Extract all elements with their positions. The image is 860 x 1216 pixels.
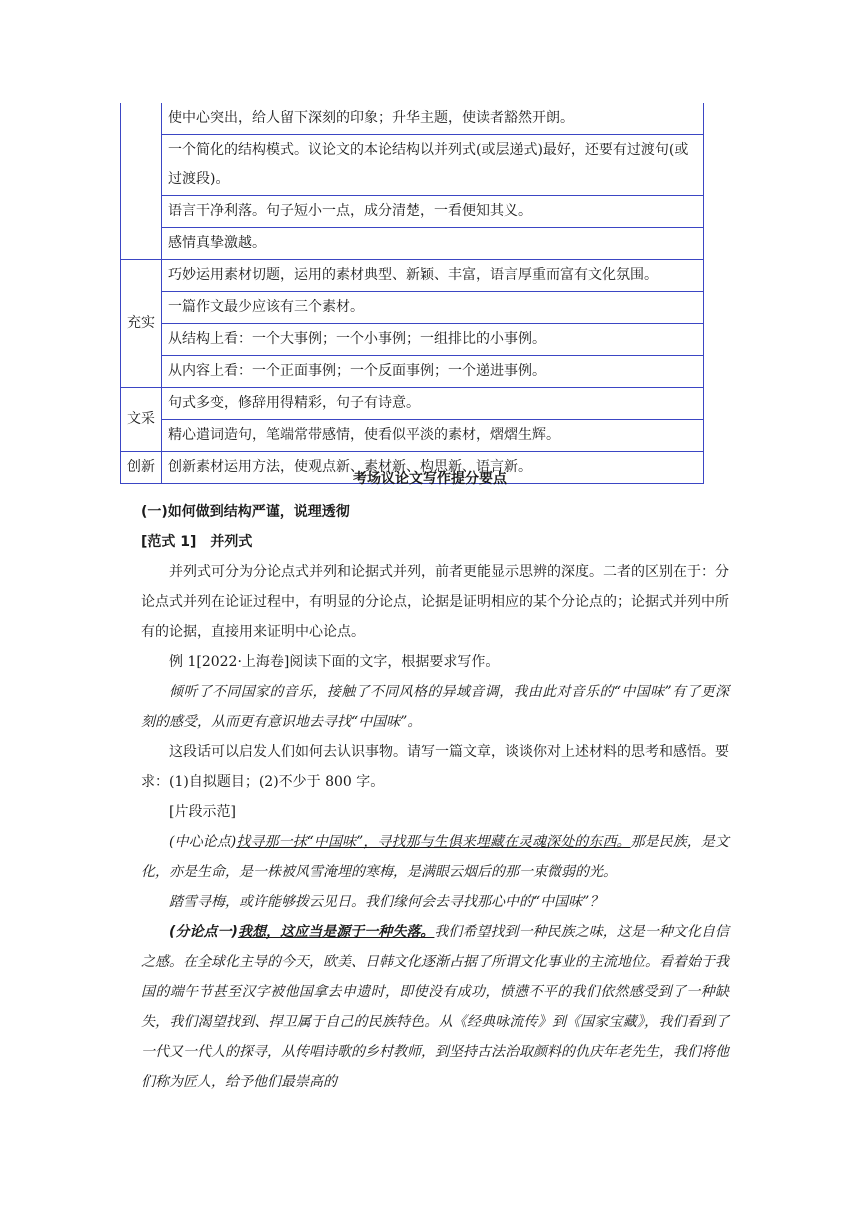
scoring-criteria-table	[120, 103, 704, 484]
criteria-cell: 感情真挚激越。	[162, 228, 704, 260]
body-text	[141, 497, 729, 1097]
central-label: (中心论点)	[169, 834, 237, 850]
sub1-rest: 我们希望找到一种民族之味，这是一种文化自信之感。在全球化主导的今天，欧美、日韩文化逐渐占据了所谓文化事业的主流地位。看着始于我国的端午节甚至汉字被他国拿去申遗时，即使没有成功，愤懑不平的我们依然感受到了一种缺失，我们渴望找到、捍卫属于自己的民族特色。从《经典咏流传》到《国家宝藏》，我们看到了一代又一代人的探寻，从传唱诗歌的乡村教师，到坚持古法治取颜料的仇庆年老先生，我们将他们称为匠人，给予他们最崇高的	[141, 924, 730, 1090]
category-cell	[121, 103, 162, 260]
central-rest: 那是民族，是文化，亦是生命，是一株被风雪淹埋的寒梅，是满眼云烟后的那一束微弱的光。	[141, 834, 729, 880]
criteria-cell: 句式多变，修辞用得精彩，句子有诗意。	[162, 388, 704, 420]
criteria-cell: 精心遣词造句，笔端常带感情，使看似平淡的素材，熠熠生辉。	[162, 420, 704, 452]
table-row	[121, 388, 704, 420]
category-cell: 充实	[121, 260, 162, 388]
table-row	[121, 103, 704, 135]
table-row	[121, 356, 704, 388]
paragraph-intro: 并列式可分为分论点式并列和论据式并列，前者更能显示思辨的深度。二者的区别在于：分论点式并列在论证过程中，有明显的分论点，论据是证明相应的某个分论点的；论据式并列中所有的论据，直接用来证明中心论点。	[141, 564, 729, 640]
table-row	[121, 228, 704, 260]
central-argument-paragraph	[141, 827, 729, 887]
sub1-label: (分论点一)	[169, 924, 238, 940]
table-row	[121, 260, 704, 292]
sub-argument-1-paragraph	[141, 917, 729, 1097]
criteria-cell: 一篇作文最少应该有三个素材。	[162, 292, 704, 324]
table-row	[121, 420, 704, 452]
sample-label: [片段示范]	[169, 804, 236, 820]
heading-pattern: [范式 1] 并列式	[141, 534, 253, 550]
task-paragraph: 这段话可以启发人们如何去认识事物。请写一篇文章，谈谈你对上述材料的思考和感悟。要求：(1)自拟题目；(2)不少于 800 字。	[141, 744, 729, 790]
table-row	[121, 324, 704, 356]
criteria-cell: 从内容上看：一个正面事例；一个反面事例；一个递进事例。	[162, 356, 704, 388]
sub1-claim: 我想，这应当是源于一种失落。	[237, 924, 435, 940]
section-title: 考场议论文写作提分要点	[353, 471, 507, 487]
criteria-cell: 从结构上看：一个大事例；一个小事例；一组排比的小事例。	[162, 324, 704, 356]
central-claim: 找寻那一抹“中国味”，寻找那与生俱来埋藏在灵魂深处的东西。	[236, 834, 631, 850]
criteria-cell: 使中心突出，给人留下深刻的印象；升华主题，使读者豁然开朗。	[162, 103, 704, 135]
table-row	[121, 292, 704, 324]
category-cell: 文采	[121, 388, 162, 452]
table-row	[121, 196, 704, 228]
example-line: 例 1[2022·上海卷]阅读下面的文字，根据要求写作。	[169, 654, 500, 670]
criteria-cell: 一个简化的结构模式。议论文的本论结构以并列式(或层递式)最好，还要有过渡句(或过渡段)。	[162, 135, 704, 196]
quote-paragraph: 倾听了不同国家的音乐，接触了不同风格的异域音调，我由此对音乐的“中国味”有了更深刻的感受，从而更有意识地去寻找“中国味”。	[141, 684, 729, 730]
category-cell: 创新	[121, 452, 162, 484]
heading-structure: (一)如何做到结构严谨，说理透彻	[141, 504, 350, 520]
criteria-cell: 创新素材运用方法，使观点新、素材新、构思新、语言新。	[162, 452, 704, 484]
table-row	[121, 135, 704, 196]
snow-paragraph: 踏雪寻梅，或许能够拨云见日。我们缘何会去寻找那心中的“中国味”？	[169, 894, 604, 910]
criteria-cell: 巧妙运用素材切题，运用的素材典型、新颖、丰富，语言厚重而富有文化氛围。	[162, 260, 704, 292]
criteria-cell: 语言干净利落。句子短小一点，成分清楚，一看便知其义。	[162, 196, 704, 228]
